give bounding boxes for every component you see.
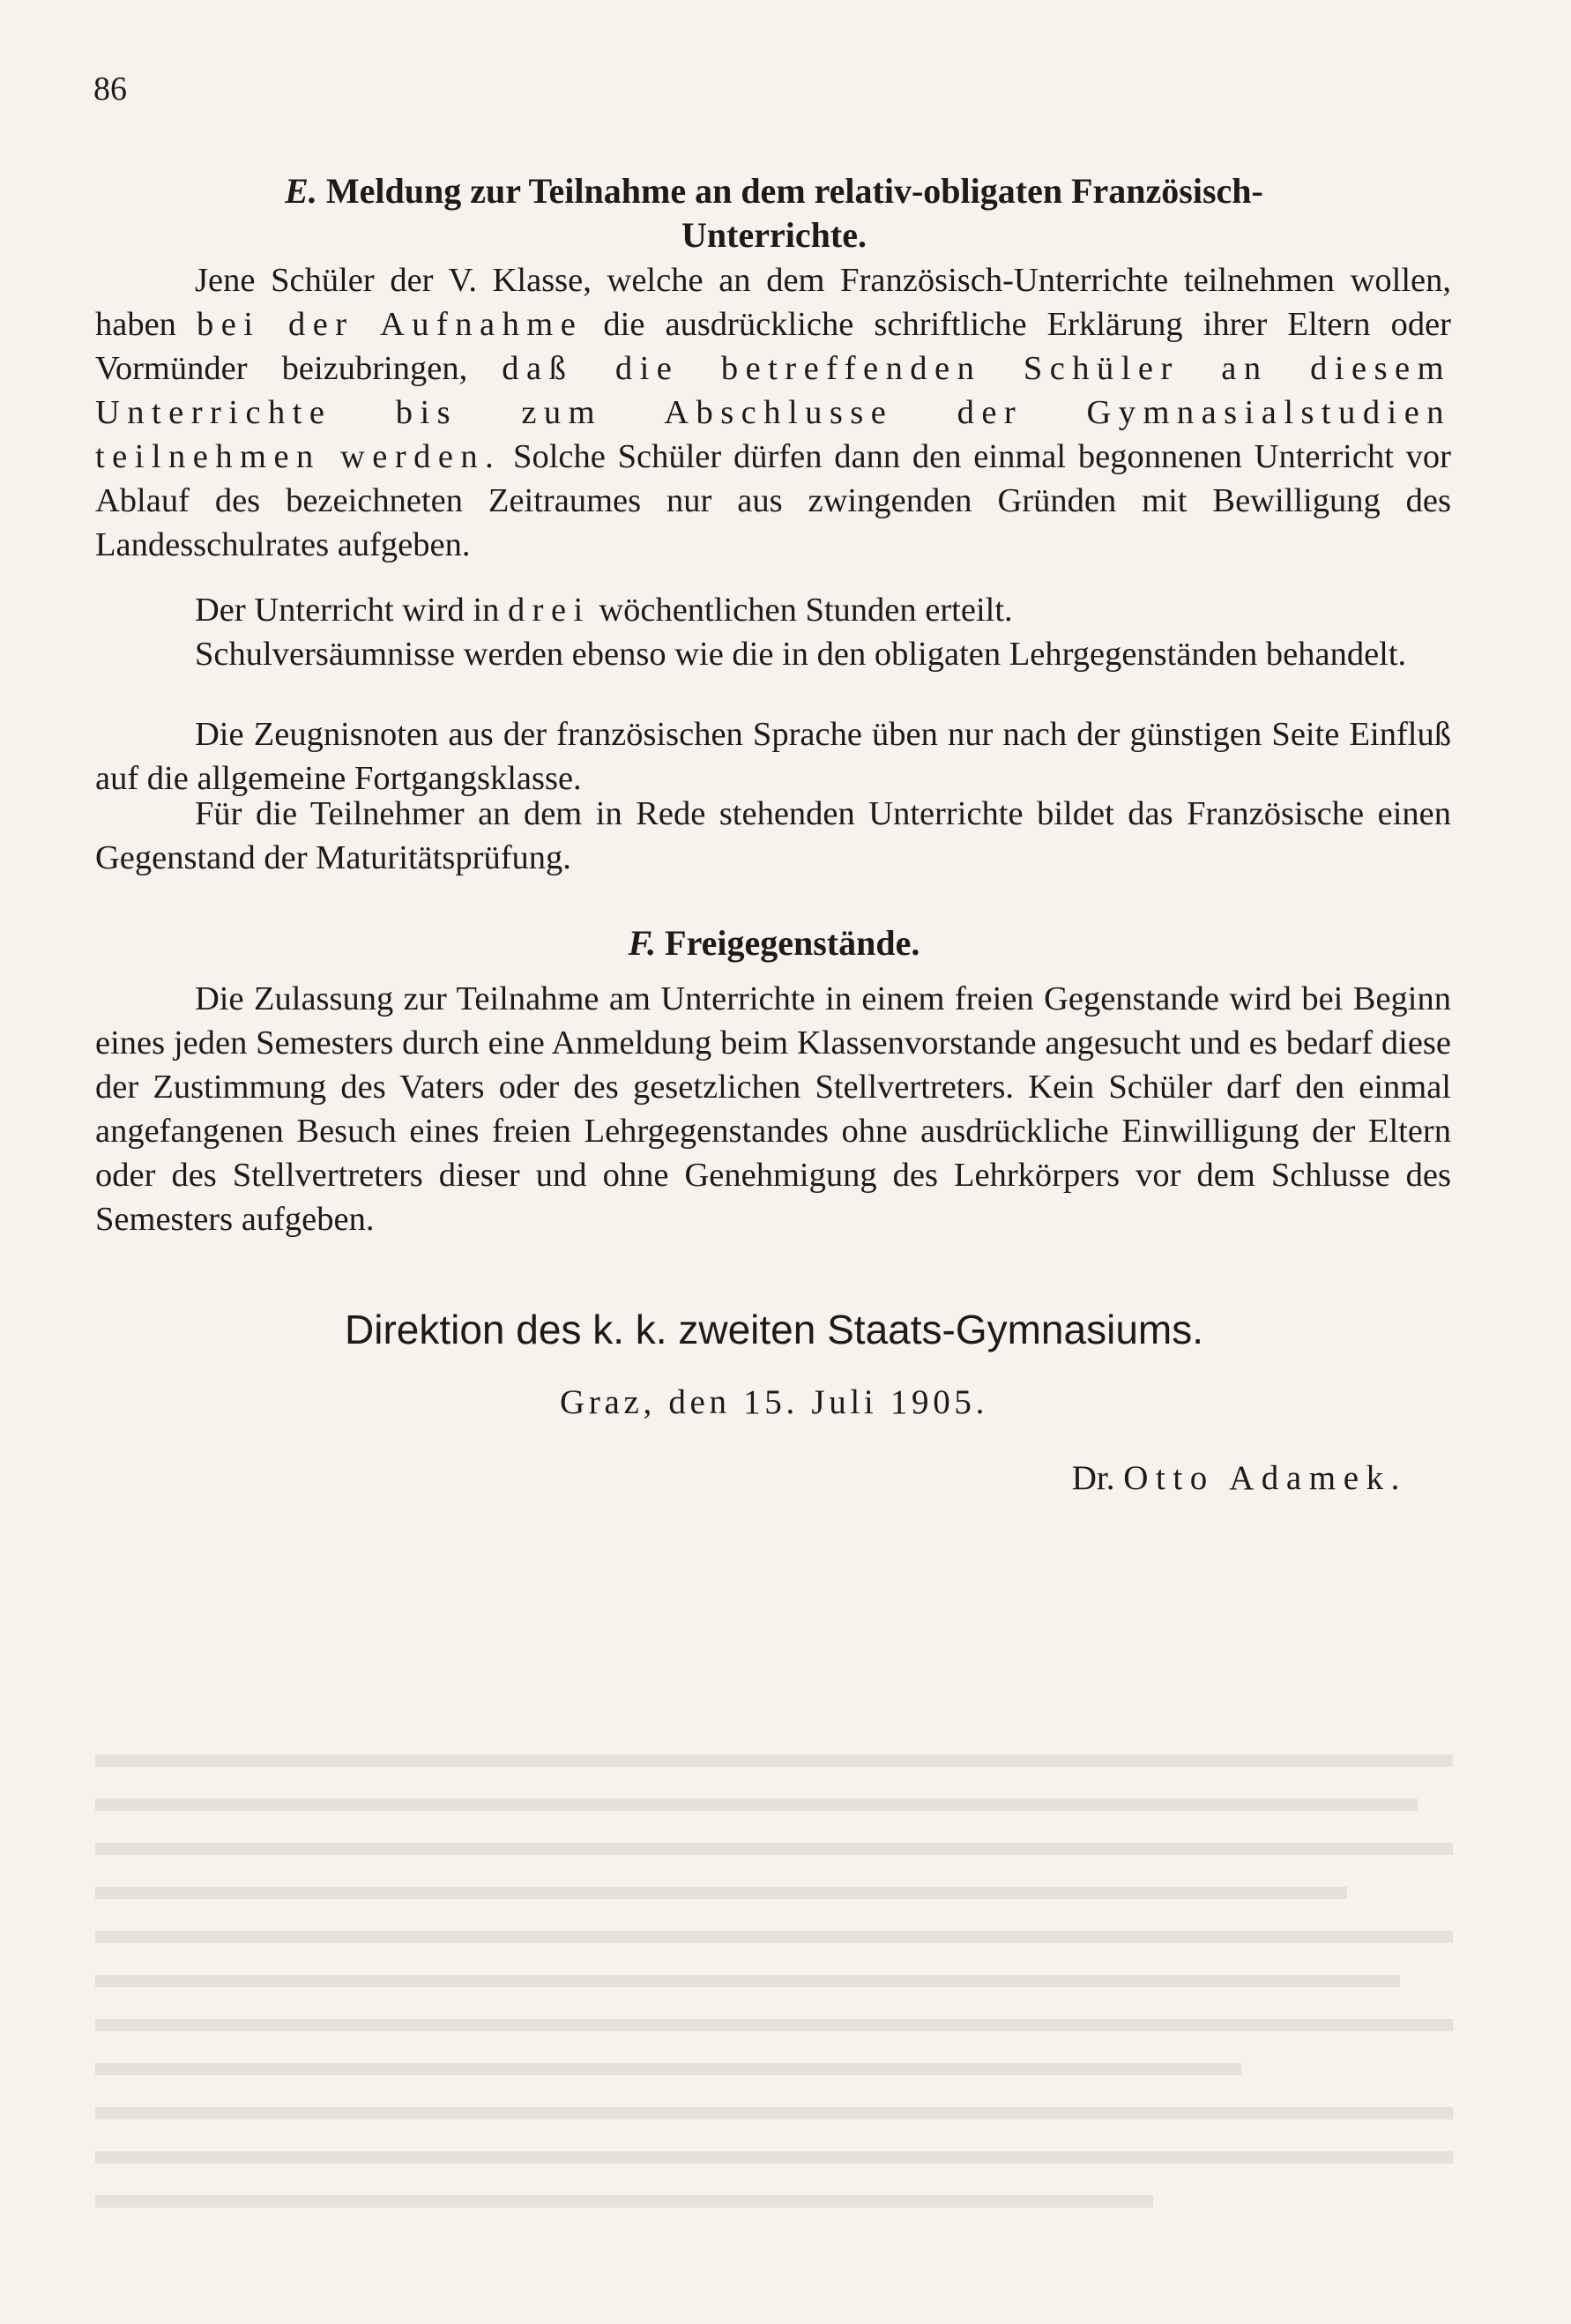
section-e-letter: E.: [285, 171, 317, 211]
section-e-p1-text-c: die ausdrückliche schriftliche Erklärung ihrer Eltern oder Vormünder beizubringen,: [95, 306, 1451, 387]
section-e-paragraph-1: [95, 258, 1451, 567]
section-e-title-line2: Unterrichte.: [681, 215, 867, 255]
section-e-paragraph-2: [95, 588, 1451, 632]
section-f-letter: F.: [628, 923, 657, 963]
section-e-paragraph-3: Schulversäumnisse werden ebenso wie die in den obligaten Lehrgegenständen behandelt.: [195, 636, 1407, 673]
section-f-paragraph-1: Die Zulassung zur Teilnahme am Unterrichte in einem freien Gegenstande wird bei Beginn eines jeden Semesters durch eine Anmeldung beim Klassenvorstande angesucht und es bedarf diese der Zustimmung des Vaters oder des gesetzlichen Stellvertreters. Kein Schüler darf den einmal angefangenen Besuch eines freien Lehrgegenstandes ohne ausdrückliche Einwilligung der Eltern oder des Stellvertreters dieser und ohne Genehmigung des Lehrkörpers vor dem Schlusse des Semesters aufgeben.: [95, 980, 1451, 1238]
signature-title: Dr.: [1071, 1459, 1115, 1497]
page-number: 86: [93, 71, 127, 108]
section-e-title-line1: Meldung zur Teilnahme an dem relativ-obligaten Französisch-: [325, 171, 1263, 211]
section-e-p1-text-e: Solche Schüler dürfen dann den einmal begonnenen Unterricht vor Ablauf des bezeichneten Zeitraumes nur aus zwingenden Gründen mit Bewilligung des Landesschulrates aufgeben.: [95, 438, 1452, 563]
section-e-paragraph-5: Für die Teilnehmer an dem in Rede stehenden Unterrichte bildet das Französische einen Gegenstand der Maturitätsprüfung.: [95, 795, 1451, 876]
section-e-p1-spaced-b: bei der Aufnahme: [197, 306, 584, 343]
dateline: Graz, den 15. Juli 1905.: [560, 1383, 988, 1421]
section-e-heading: [95, 169, 1453, 257]
section-e-p2-text-c: wöchentlichen Stunden erteilt.: [590, 592, 1013, 629]
section-e-p2-text-a: Der Unterricht wird in: [195, 592, 508, 629]
section-e-p1-text-a: Jene Schüler der V. Klasse, welche an dem Französisch-Unterrichte teilnehmen wollen, haben: [95, 262, 1451, 343]
direction-line: Direktion des k. k. zweiten Staats-Gymnasiums.: [345, 1307, 1203, 1352]
signature-name: Otto Adamek.: [1123, 1459, 1407, 1497]
bleed-through-texture: [95, 1746, 1453, 2239]
section-f-title: Freigegenstände.: [665, 923, 920, 963]
section-e-p1-spaced-d: daß die betreffenden Schüler an diesem Unterrichte bis zum Abschlusse der Gymnasialstudien teilnehmen werden.: [95, 350, 1452, 475]
section-f-heading: [95, 921, 1453, 965]
section-e-p2-spaced-b: drei: [507, 592, 591, 629]
signature: [1072, 1456, 1407, 1501]
section-e-paragraph-4: Die Zeugnisnoten aus der französischen Sprache üben nur nach der günstigen Seite Einfluß auf die allgemeine Fortgangsklasse.: [95, 716, 1451, 797]
